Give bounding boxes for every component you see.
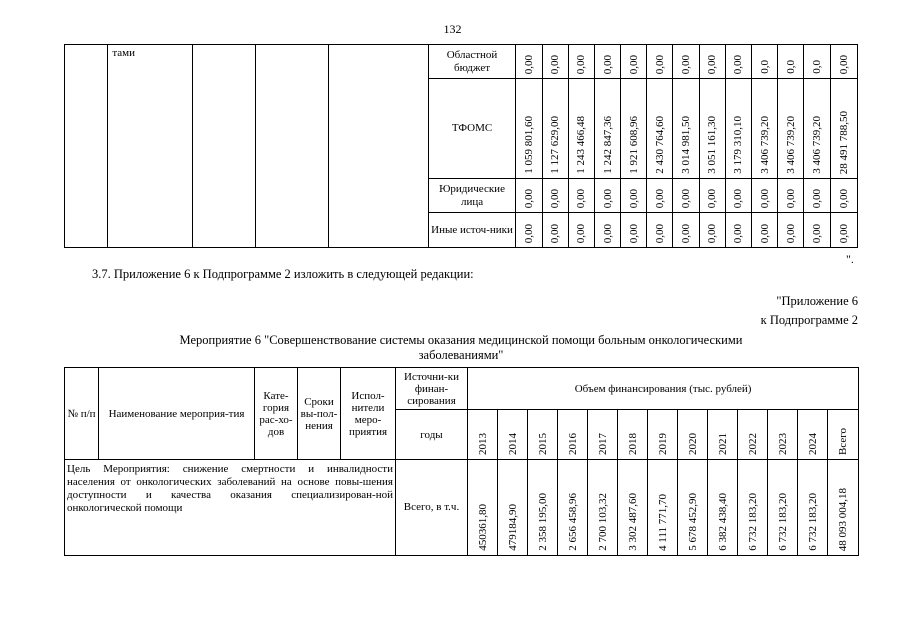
value-cell-text: 1 059 801,60 [522,116,535,174]
value-cell-text: 0,00 [601,223,614,243]
value-cell-text: 0,00 [575,188,588,208]
source-label: Областной бюджет [428,45,516,79]
value-cell-text: 0,00 [627,188,640,208]
total-value-text: 4 111 771,70 [656,494,669,551]
total-value-text: 450361,80 [476,504,489,551]
value-cell-text: 0,00 [732,223,745,243]
amendment-paragraph: 3.7. Приложение 6 к Подпрограмме 2 изложить в следующей редакции: [92,267,474,281]
appendix-subheading: к Подпрограмме 2 [760,313,858,327]
empty-cell [328,45,428,248]
value-cell [752,45,778,79]
value-cell [830,213,857,248]
year-header-text: 2021 [716,433,729,455]
value-cell [594,179,620,213]
value-cell [804,179,830,213]
year-header [678,410,708,460]
value-cell-text: 3 179 310,10 [732,116,745,174]
total-value [828,460,859,556]
year-header [588,410,618,460]
value-cell [673,213,699,248]
value-cell-text: 0,00 [575,223,588,243]
total-value [768,460,798,556]
value-cell-text: 0,00 [601,188,614,208]
total-value [468,460,498,556]
value-cell-text: 3 406 739,20 [811,116,824,174]
value-cell-text: 0,0 [784,60,797,74]
header-volume: Объем финансирования (тыс. рублей) [468,368,859,410]
value-cell-text: 0,00 [706,188,719,208]
value-cell [542,213,568,248]
value-cell [830,179,857,213]
value-cell-text: 0,00 [837,188,850,208]
empty-cell [65,45,108,248]
year-header-text: Всего [837,428,850,455]
value-cell [568,213,594,248]
year-header-text: 2019 [656,433,669,455]
value-cell-text: 0,00 [837,54,850,74]
page-number: 132 [443,22,462,36]
value-cell [778,45,804,79]
measure-goal: Цель Мероприятия: снижение смертности и инвалидности населения от онкологических заболеваний на основе повы-шения доступности и качества оказания специализирован-ной онкологической помощи [65,460,396,556]
value-cell [778,179,804,213]
value-cell [647,79,673,179]
value-cell-text: 0,00 [653,188,666,208]
value-cell [621,79,647,179]
value-cell-text: 3 051 161,30 [706,116,719,174]
value-cell [647,45,673,79]
value-cell [516,213,542,248]
value-cell [778,213,804,248]
header-category: Кате-гория рас-хо-дов [255,368,298,460]
value-cell-text: 0,00 [627,54,640,74]
value-cell [647,213,673,248]
total-value [528,460,558,556]
total-value-text: 6 732 183,20 [776,493,789,551]
total-value-text: 2 700 103,32 [596,493,609,551]
value-cell [594,213,620,248]
value-cell-text: 0,00 [706,223,719,243]
value-cell [594,45,620,79]
value-cell-text: 1 242 847,36 [601,116,614,174]
value-cell-text: 0,00 [837,223,850,243]
value-cell-text: 0,00 [784,188,797,208]
total-value-text: 6 382 438,40 [716,493,729,551]
year-header-text: 2016 [566,433,579,455]
value-cell [516,179,542,213]
total-value-text: 6 732 183,20 [806,493,819,551]
value-cell-text: 0,00 [680,54,693,74]
value-cell-text: 3 406 739,20 [758,116,771,174]
value-cell [621,179,647,213]
value-cell [778,79,804,179]
value-cell-text: 0,00 [680,223,693,243]
measure-title [64,333,858,363]
header-num: № п/п [65,368,99,460]
total-value [588,460,618,556]
value-cell [699,79,725,179]
value-cell-text: 1 243 466,48 [575,116,588,174]
source-label: ТФОМС [428,79,516,179]
value-cell [830,79,857,179]
value-cell [699,45,725,79]
total-value-text: 3 302 487,60 [626,493,639,551]
value-cell-text: 0,00 [706,54,719,74]
year-header [828,410,859,460]
total-value [498,460,528,556]
value-cell [647,179,673,213]
value-cell [542,79,568,179]
top-financing-table [64,44,858,248]
value-cell [699,179,725,213]
year-header-text: 2015 [536,433,549,455]
header-sources: Источни-ки финан-сирования [396,368,468,410]
value-cell [804,79,830,179]
year-header-text: 2023 [776,433,789,455]
empty-cell [256,45,329,248]
value-cell-text: 1 127 629,00 [549,116,562,174]
value-cell [516,79,542,179]
year-header [738,410,768,460]
value-cell-text: 1 921 608,96 [627,116,640,174]
value-cell-text: 0,00 [758,188,771,208]
value-cell-text: 0,00 [732,54,745,74]
value-cell [621,45,647,79]
value-cell-text: 0,0 [758,60,771,74]
total-value-text: 479184,90 [506,504,519,551]
value-cell [673,45,699,79]
appendix-heading: "Приложение 6 [776,294,858,308]
value-cell-text: 0,00 [549,54,562,74]
value-cell-text: 0,00 [784,223,797,243]
year-header [468,410,498,460]
source-label: Иные источ-ники [428,213,516,248]
first-cell-text: тами [108,45,193,248]
value-cell-text: 0,00 [653,54,666,74]
value-cell [725,179,751,213]
value-cell-text: 0,00 [627,223,640,243]
value-cell-text: 0,00 [575,54,588,74]
value-cell [542,179,568,213]
year-header-text: 2017 [596,433,609,455]
year-header [648,410,678,460]
value-cell-text: 0,00 [522,223,535,243]
year-header [708,410,738,460]
value-cell [804,45,830,79]
total-value [648,460,678,556]
year-header-text: 2014 [506,433,519,455]
value-cell-text: 0,00 [811,188,824,208]
value-cell [804,213,830,248]
value-cell-text: 0,00 [601,54,614,74]
measure-financing-table [64,367,859,556]
value-cell-text: 2 430 764,60 [653,116,666,174]
source-label: Юридические лица [428,179,516,213]
measure-title-line2: заболеваниями" [418,348,504,362]
value-cell-text: 28 491 788,50 [837,110,850,174]
value-cell [621,213,647,248]
value-cell [699,213,725,248]
total-label: Всего, в т.ч. [396,460,468,556]
measure-title-line1: Мероприятие 6 "Совершенствование системы оказания медицинской помощи больным онкологическими [179,333,743,347]
closing-quote: ". [846,252,854,266]
value-cell-text: 0,00 [758,223,771,243]
value-cell [752,179,778,213]
value-cell [752,79,778,179]
empty-cell [192,45,255,248]
total-value-text: 2 358 195,00 [536,493,549,551]
value-cell [830,45,857,79]
header-years: годы [396,410,468,460]
total-value [798,460,828,556]
header-terms: Сроки вы-пол-нения [298,368,341,460]
total-value-text: 2 656 458,96 [566,493,579,551]
value-cell-text: 0,00 [653,223,666,243]
total-value-text: 6 732 183,20 [746,493,759,551]
value-cell [725,45,751,79]
total-value [618,460,648,556]
year-header [618,410,648,460]
value-cell-text: 0,00 [680,188,693,208]
header-executors: Испол-нители меро-приятия [341,368,396,460]
year-header-text: 2020 [686,433,699,455]
value-cell-text: 0,00 [522,188,535,208]
value-cell-text: 0,00 [549,188,562,208]
value-cell [594,79,620,179]
value-cell-text: 3 014 981,50 [680,116,693,174]
year-header [768,410,798,460]
value-cell [673,79,699,179]
value-cell-text: 0,00 [522,54,535,74]
value-cell [673,179,699,213]
value-cell-text: 0,00 [811,223,824,243]
year-header-text: 2022 [746,433,759,455]
year-header [798,410,828,460]
value-cell-text: 0,00 [732,188,745,208]
value-cell [568,179,594,213]
header-name: Наименование мероприя-тия [99,368,255,460]
value-cell [568,79,594,179]
value-cell [725,79,751,179]
total-value [708,460,738,556]
year-header [528,410,558,460]
value-cell-text: 3 406 739,20 [784,116,797,174]
total-value [738,460,768,556]
value-cell-text: 0,0 [811,60,824,74]
year-header-text: 2013 [476,433,489,455]
value-cell [725,213,751,248]
total-value [678,460,708,556]
year-header [558,410,588,460]
value-cell [516,45,542,79]
value-cell [568,45,594,79]
year-header [498,410,528,460]
value-cell [542,45,568,79]
total-value [558,460,588,556]
year-header-text: 2018 [626,433,639,455]
total-value-text: 5 678 452,90 [686,493,699,551]
value-cell-text: 0,00 [549,223,562,243]
year-header-text: 2024 [806,433,819,455]
total-value-text: 48 093 004,18 [837,487,850,551]
value-cell [752,213,778,248]
